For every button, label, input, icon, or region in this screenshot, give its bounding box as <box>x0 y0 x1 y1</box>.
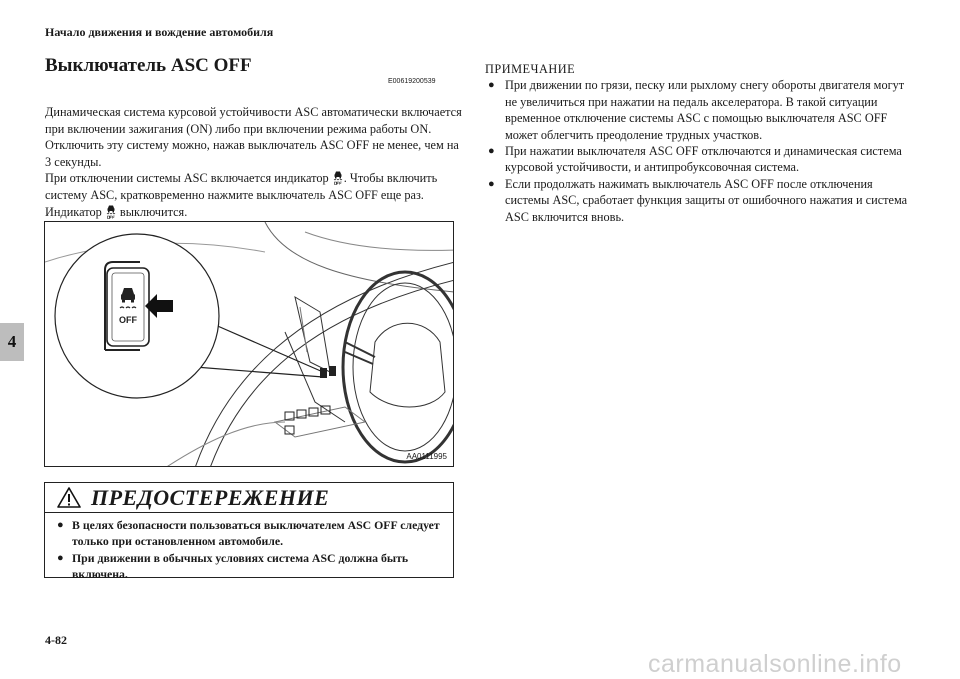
warning-list <box>45 513 453 583</box>
asc-off-indicator-icon <box>105 204 117 219</box>
note-block <box>485 61 915 225</box>
note-label: ПРИМЕЧАНИЕ <box>485 62 576 76</box>
bullet-icon: ● <box>488 145 495 158</box>
note-item <box>485 143 915 176</box>
section-title: Выключатель ASC OFF <box>45 55 252 76</box>
section-body <box>45 104 465 220</box>
paragraph-indicator <box>45 170 465 220</box>
warning-box <box>44 482 454 582</box>
warning-title: ПРЕДОСТЕРЕЖЕНИЕ <box>91 484 330 510</box>
watermark: carmanualsonline.info <box>648 650 902 678</box>
note-item-text: При нажатии выключателя ASC OFF отключаются и динамическая система курсовой устойчивости, и антипробуксовочная система. <box>505 144 902 175</box>
bullet-icon: ● <box>488 79 495 92</box>
switch-off-label: OFF <box>119 315 137 325</box>
page-number: 4-82 <box>45 633 67 647</box>
bullet-icon: ● <box>57 551 64 564</box>
warning-triangle-icon <box>57 487 81 508</box>
dashboard-illustration <box>44 221 454 467</box>
warning-header <box>45 483 453 513</box>
bullet-icon: ● <box>57 519 64 531</box>
note-item-text: При движении по грязи, песку или рыхлому снегу обороты двигателя могут не увеличиться при нажатии на педаль акселератора. В такой ситуации временное отключение системы ASC с помощью выключателя ASC OFF может облегчить преодоление трудных участков. <box>505 78 905 142</box>
figure-code: AA0111995 <box>406 452 447 461</box>
note-item <box>485 77 915 143</box>
asc-off-indicator-icon <box>332 170 344 185</box>
warning-item-text: В целях безопасности пользоваться выключателем ASC OFF следует только при остановленном автомобиле. <box>72 518 440 549</box>
running-header: Начало движения и вождение автомобиля <box>45 25 274 39</box>
paragraph-indicator-text-3: выключится. <box>119 204 188 219</box>
warning-item <box>57 517 445 550</box>
chapter-tab: 4 <box>0 323 24 361</box>
note-item <box>485 176 915 225</box>
note-item-text: Если продолжать нажимать выключатель ASC OFF после отключения системы ASC, сработает функция защиты от ошибочного нажатия и система ASC включится вновь. <box>505 176 908 224</box>
dashboard-drawing <box>45 222 454 467</box>
bullet-icon: ● <box>488 177 495 190</box>
warning-item <box>57 550 445 583</box>
paragraph-indicator-text-1: При отключении системы ASC включается индикатор <box>45 171 329 186</box>
warning-item-text: При движении в обычных условиях система ASC должна быть включена. <box>72 550 409 582</box>
section-code: E00619200539 <box>388 78 436 85</box>
paragraph-intro: Динамическая система курсовой устойчивости ASC автоматически включается при включении зажигания (ON) либо при включении режима работы ON. Отключить эту систему можно, нажав выключатель ASC OFF не менее, чем на 3 секунды. <box>45 105 462 169</box>
paragraph-indicator-text-2: . Чтобы включить систему ASC, кратковременно нажмите выключатель ASC OFF еще раз. Индикатор <box>45 171 438 219</box>
